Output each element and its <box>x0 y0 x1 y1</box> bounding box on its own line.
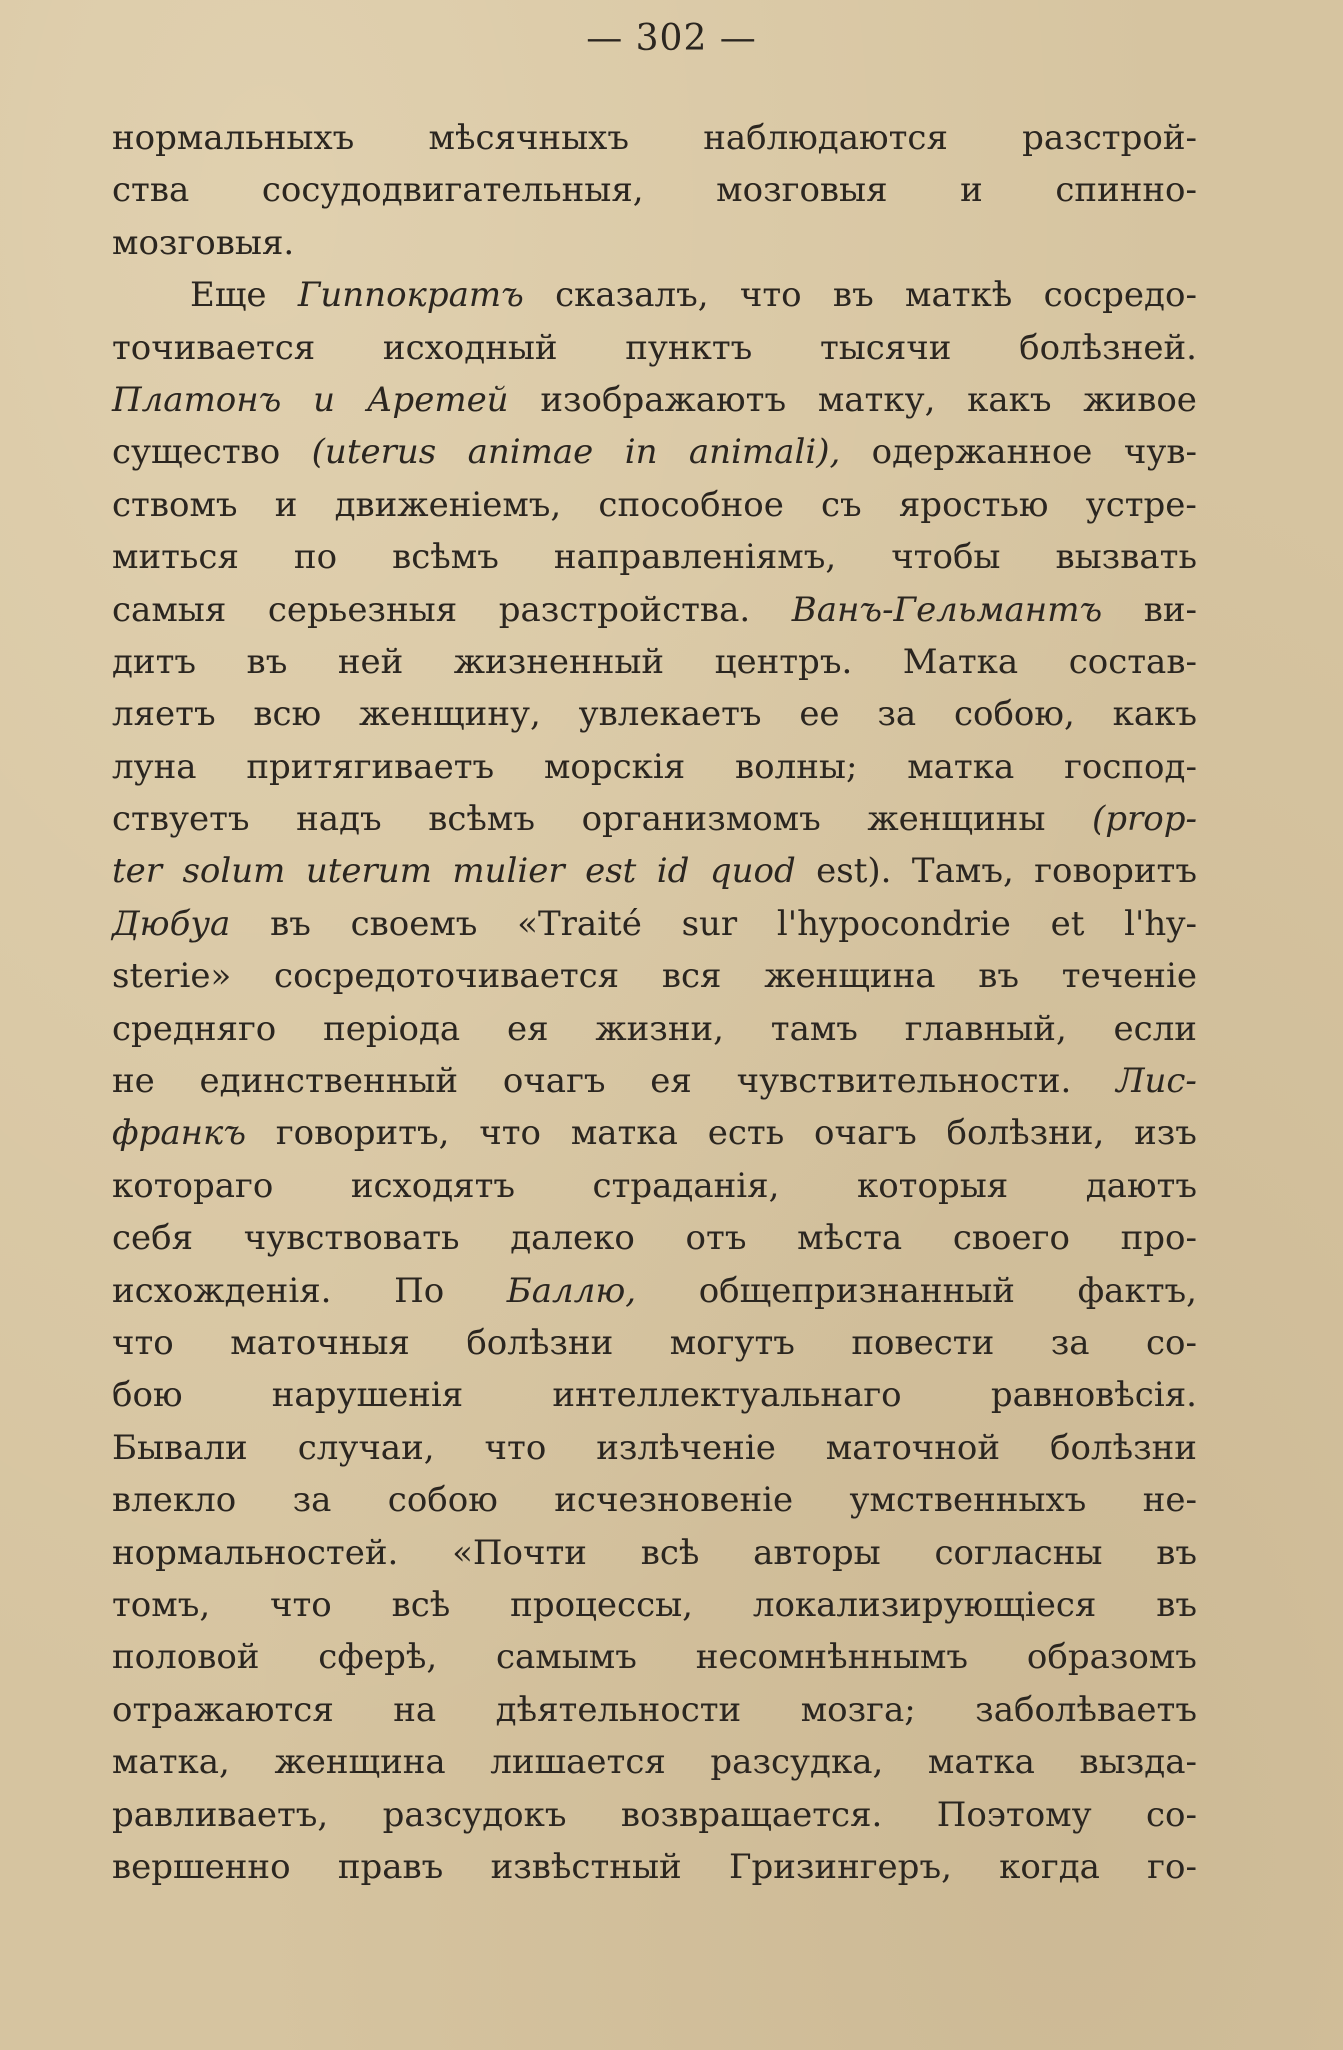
page-number: — 302 — <box>586 18 757 59</box>
word: яростью <box>898 484 1049 525</box>
word: общепризнанный <box>698 1270 1015 1311</box>
word: живое <box>1083 379 1197 420</box>
word: Гризингеръ, <box>728 1846 952 1887</box>
word: тамъ <box>770 1008 858 1049</box>
word: франкъ <box>112 1113 247 1154</box>
word: Поэтому <box>936 1794 1092 1835</box>
word: исходятъ <box>350 1165 516 1206</box>
word: го- <box>1147 1846 1197 1887</box>
word: фактъ, <box>1077 1270 1197 1311</box>
word: жизни, <box>595 1008 724 1049</box>
word: направленіямъ, <box>553 537 837 578</box>
text-line <box>112 636 1197 688</box>
word: мѣста <box>797 1218 903 1259</box>
word: какъ <box>967 379 1052 420</box>
text-line <box>112 322 1197 374</box>
word: Аретей <box>366 379 509 420</box>
word: женщины <box>867 799 1046 840</box>
text-line <box>112 741 1197 793</box>
word: Гиппократъ <box>297 275 524 316</box>
word: за <box>877 694 917 735</box>
word: мозговыя. <box>112 222 295 263</box>
word: несомнѣннымъ <box>695 1637 969 1678</box>
word: со- <box>1145 1322 1197 1363</box>
word: маткѣ <box>905 275 1013 316</box>
word: устре- <box>1085 484 1197 525</box>
word: женщину, <box>358 694 541 735</box>
word: исчезновеніе <box>554 1480 794 1521</box>
word: ея <box>650 1061 692 1102</box>
word: Бывали <box>112 1427 248 1468</box>
word: всѣмъ <box>392 537 499 578</box>
word: въ <box>1156 1584 1197 1625</box>
word: страданія, <box>592 1165 780 1206</box>
word: въ <box>978 956 1020 997</box>
body-text <box>112 112 1197 1893</box>
word: морскія <box>543 746 686 787</box>
word: не- <box>1142 1480 1197 1521</box>
text-line <box>112 1317 1197 1369</box>
word: animae <box>467 432 594 473</box>
word: волны; <box>735 746 858 787</box>
word: sterie» <box>112 956 232 997</box>
word: говоритъ <box>1034 851 1197 892</box>
word: ея <box>506 1008 549 1049</box>
word: сосредоточивается <box>274 956 620 997</box>
word: матку, <box>817 379 936 420</box>
word: миться <box>112 537 239 578</box>
word: про- <box>1120 1218 1197 1259</box>
word: отражаются <box>112 1689 334 1730</box>
word: когда <box>999 1846 1100 1887</box>
text-line <box>112 269 1197 321</box>
word: образомъ <box>1026 1637 1197 1678</box>
word: женщина <box>764 956 936 997</box>
word: сосредо- <box>1043 275 1197 316</box>
text-line <box>112 1212 1197 1264</box>
word: очагъ <box>502 1061 606 1102</box>
word: что <box>479 1113 542 1154</box>
word: способное <box>598 484 784 525</box>
word: на <box>393 1689 437 1730</box>
word: разсудка, <box>710 1742 884 1783</box>
word: господ- <box>1064 746 1197 787</box>
word: періода <box>323 1008 461 1049</box>
text-line <box>112 1527 1197 1579</box>
word: съ <box>821 484 862 525</box>
word: ней <box>337 641 404 682</box>
word: авторы <box>753 1532 881 1573</box>
word: отъ <box>685 1218 747 1259</box>
text-line <box>112 1474 1197 1526</box>
word: мозговыя <box>716 170 888 211</box>
text-line <box>112 374 1197 426</box>
word: излѣченіе <box>596 1427 776 1468</box>
word: ствомъ <box>112 484 238 525</box>
text-line <box>112 1160 1197 1212</box>
word: Дюбуа <box>112 903 231 944</box>
word: главный, <box>904 1008 1067 1049</box>
word: одержанное <box>871 432 1093 473</box>
word: сказалъ, <box>555 275 709 316</box>
text-line <box>112 845 1197 897</box>
word: въ <box>1156 1532 1197 1573</box>
text-line <box>112 1684 1197 1736</box>
word: говоритъ, <box>275 1113 450 1154</box>
word: извѣстный <box>490 1846 682 1887</box>
word: что <box>112 1322 174 1363</box>
word: маточной <box>825 1427 1001 1468</box>
word: uterum <box>305 851 432 892</box>
word: интеллектуальнаго <box>552 1375 902 1416</box>
text-line <box>112 1631 1197 1683</box>
word: за <box>292 1480 332 1521</box>
text-line <box>112 479 1197 531</box>
text-line <box>112 1003 1197 1055</box>
word: даютъ <box>1085 1165 1197 1206</box>
word: притягиваетъ <box>246 746 495 787</box>
word: ter <box>112 851 163 892</box>
text-line <box>112 1055 1197 1107</box>
word: исходный <box>382 327 558 368</box>
word: изъ <box>1134 1113 1197 1154</box>
word: очагъ <box>814 1113 917 1154</box>
word: лишается <box>490 1742 666 1783</box>
text-line <box>112 217 1197 269</box>
word: et <box>1050 903 1085 944</box>
word: Матка <box>902 641 1019 682</box>
word: всѣ <box>391 1584 451 1625</box>
word: точивается <box>112 327 316 368</box>
word: (prop- <box>1091 799 1197 840</box>
text-line <box>112 1841 1197 1893</box>
word: есть <box>707 1113 785 1154</box>
word: спинно- <box>1055 170 1197 211</box>
word: mulier <box>452 851 565 892</box>
text-line <box>112 426 1197 478</box>
word: движеніемъ, <box>334 484 562 525</box>
word: по <box>293 537 338 578</box>
word: могутъ <box>669 1322 795 1363</box>
word: вершенно <box>112 1846 291 1887</box>
text-line <box>112 950 1197 1002</box>
word: вызвать <box>1055 537 1197 578</box>
word: l'hypocondrie <box>776 903 1011 944</box>
word: мѣсячныхъ <box>428 118 629 158</box>
word: надъ <box>296 799 382 840</box>
word: сферѣ, <box>318 1637 438 1678</box>
word: выздa- <box>1079 1742 1197 1783</box>
text-line <box>112 898 1197 950</box>
word: повести <box>851 1322 995 1363</box>
word: чтобы <box>891 537 1001 578</box>
word: бою <box>112 1375 183 1416</box>
word: sur <box>681 903 738 944</box>
word: Баллю, <box>506 1270 637 1311</box>
word: матка, <box>112 1742 230 1783</box>
text-line <box>112 688 1197 740</box>
word: нормальностей. <box>112 1532 399 1573</box>
word: не <box>112 1061 155 1102</box>
word: увлекаетъ <box>578 694 762 735</box>
word: влекло <box>112 1480 237 1521</box>
word: томъ, <box>112 1584 211 1625</box>
word: всѣмъ <box>428 799 535 840</box>
word: и <box>960 170 983 211</box>
word: и <box>274 484 298 525</box>
word: вся <box>661 956 722 997</box>
word: собою <box>387 1480 498 1521</box>
word: болѣзни <box>1050 1427 1197 1468</box>
word: разсудокъ <box>382 1794 567 1835</box>
word: матка <box>570 1113 678 1154</box>
word: половой <box>112 1637 260 1678</box>
word: далеко <box>510 1218 635 1259</box>
word: изображаютъ <box>540 379 787 420</box>
word: серьезныя <box>267 589 458 630</box>
word: которыя <box>856 1165 1009 1206</box>
word: ствуетъ <box>112 799 250 840</box>
word: за <box>1050 1322 1090 1363</box>
word: самыя <box>112 589 227 630</box>
word: всю <box>253 694 322 735</box>
word: организмомъ <box>581 799 821 840</box>
word: Платонъ <box>112 379 282 420</box>
word: болѣзни, <box>946 1113 1105 1154</box>
word: котораго <box>112 1165 274 1206</box>
word: «Почти <box>452 1532 587 1573</box>
word: равливаетъ, <box>112 1794 329 1835</box>
word: существо <box>112 432 281 473</box>
text-line <box>112 1579 1197 1631</box>
word: Ванъ-Гельмантъ <box>791 589 1103 630</box>
text-line <box>112 1789 1197 1841</box>
word: чувствительности. <box>736 1061 1072 1102</box>
word: тысячи <box>819 327 952 368</box>
word: какъ <box>1112 694 1197 735</box>
word: своемъ <box>350 903 478 944</box>
word: матка <box>907 746 1015 787</box>
word: дитъ <box>112 641 197 682</box>
word: пунктъ <box>625 327 753 368</box>
word: матка <box>927 1742 1035 1783</box>
word: равновѣсія. <box>990 1375 1197 1416</box>
word: умственныхъ <box>849 1480 1087 1521</box>
word: заболѣваетъ <box>975 1689 1197 1730</box>
word: наблюдаются <box>703 118 948 158</box>
text-line <box>112 1107 1197 1159</box>
word: въ <box>270 903 311 944</box>
word: исхожденія. <box>112 1270 332 1311</box>
word: l'hy- <box>1124 903 1197 944</box>
word: жизненный <box>453 641 665 682</box>
word: ее <box>799 694 840 735</box>
text-line <box>112 1422 1197 1474</box>
word: въ <box>832 275 874 316</box>
text-line <box>112 1265 1197 1317</box>
text-line <box>112 531 1197 583</box>
word: единственный <box>199 1061 459 1102</box>
word: если <box>1113 1008 1197 1049</box>
word: мозга; <box>800 1689 916 1730</box>
word: нормальныхъ <box>112 118 355 158</box>
word: in <box>624 432 658 473</box>
word: луна <box>112 746 197 787</box>
word: женщина <box>274 1742 446 1783</box>
word: «Traité <box>517 903 642 944</box>
word: ства <box>112 170 190 211</box>
word: (uterus <box>311 432 437 473</box>
word: собою, <box>953 694 1075 735</box>
word: локализирующіеся <box>752 1584 1097 1625</box>
word: случаи, <box>297 1427 435 1468</box>
word: самымъ <box>495 1637 637 1678</box>
word: id <box>656 851 690 892</box>
word: средняго <box>112 1008 277 1049</box>
word: возвращается. <box>620 1794 883 1835</box>
text-line <box>112 164 1197 216</box>
word: состав- <box>1068 641 1197 682</box>
word: процессы, <box>510 1584 693 1625</box>
word: Лис- <box>1116 1061 1197 1102</box>
word: est). <box>816 851 892 892</box>
word: solum <box>182 851 286 892</box>
word: болѣзней. <box>1019 327 1197 368</box>
word: чувствовать <box>243 1218 460 1259</box>
word: animali), <box>688 432 841 473</box>
text-line <box>112 793 1197 845</box>
word: и <box>313 379 335 420</box>
word: что <box>484 1427 547 1468</box>
word: правъ <box>337 1846 444 1887</box>
text-line <box>112 584 1197 636</box>
word: въ <box>246 641 288 682</box>
word: что <box>270 1584 332 1625</box>
word: со- <box>1146 1794 1197 1835</box>
word: что <box>739 275 802 316</box>
word: разстрой- <box>1022 118 1197 158</box>
word: разстройства. <box>498 589 751 630</box>
word: ляетъ <box>112 694 216 735</box>
word: Тамъ, <box>911 851 1014 892</box>
text-line <box>112 1736 1197 1788</box>
word: теченіе <box>1061 956 1197 997</box>
word: всѣ <box>640 1532 700 1573</box>
word: чув- <box>1123 432 1197 473</box>
word: дѣятельности <box>495 1689 742 1730</box>
word: согласны <box>934 1532 1103 1573</box>
word: маточныя <box>230 1322 410 1363</box>
word: сосудодвигательныя, <box>261 170 644 211</box>
word: своего <box>952 1218 1070 1259</box>
word: quod <box>709 851 796 892</box>
word: ви- <box>1143 589 1197 630</box>
word: нарушенія <box>271 1375 464 1416</box>
text-line <box>112 1369 1197 1421</box>
word: болѣзни <box>466 1322 614 1363</box>
word: est <box>585 851 637 892</box>
word: центръ. <box>714 641 853 682</box>
text-line <box>112 112 1197 164</box>
word: Еще <box>190 275 267 316</box>
word: По <box>394 1270 445 1311</box>
word: себя <box>112 1218 194 1259</box>
